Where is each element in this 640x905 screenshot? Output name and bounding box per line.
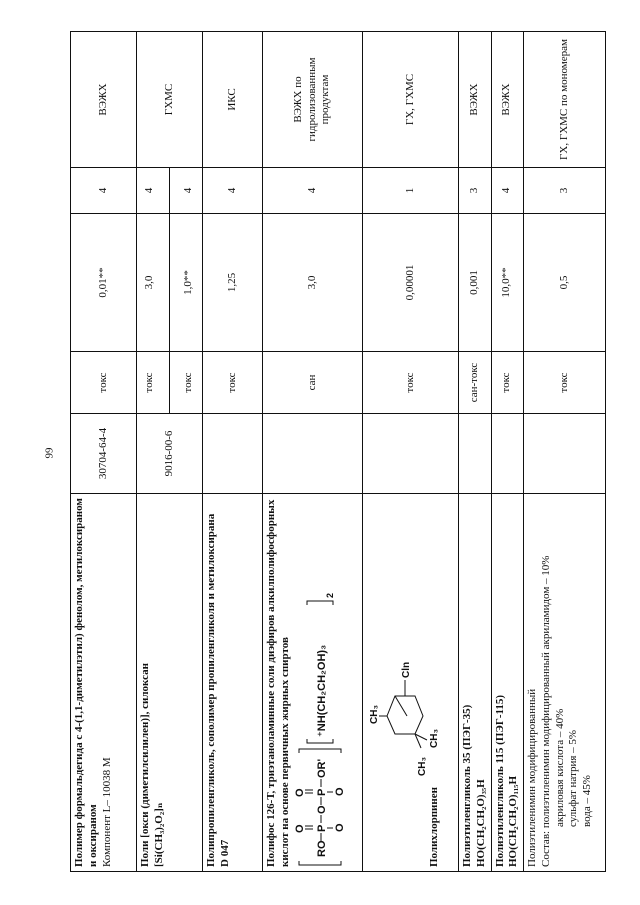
limit-value: 3,0 [143,275,156,290]
cas-number [524,414,606,494]
structure-label: ⁺NH(CH₂CH₂OH)₃ [315,644,328,737]
substance-name-cell [71,494,137,872]
hazard-indicator: сан [263,352,363,414]
analysis-method: ИКС [203,32,263,168]
limit-value: 0,00001 [363,214,459,352]
analysis-method: ГХ, ГХМС [363,32,459,168]
cas-number [491,414,524,494]
substance-name-cell [263,494,363,872]
substance-name-cell [459,494,492,872]
hazard-class: 4 [203,168,263,214]
chemical-formula: [Si(CH₃)₂O₂]ₙ [152,802,165,867]
limit-value: 3,0 [263,214,363,352]
table-row [71,32,137,872]
substance-name: Полиэтиленгликоль 35 (ПЭГ-35) [461,704,473,867]
polychloropinene-structure-diagram [365,584,440,784]
structure-label: Cln [401,662,412,679]
limit-value: 0,01** [71,214,137,352]
substance-name: Полиэтиленимин модифицированный [526,688,538,867]
table-row [263,32,363,872]
cas-number [363,414,459,494]
analysis-method: ВЭЖХ [459,32,492,168]
chemical-formula: HO(CH₂CH₂O)₁₁₅H [507,775,520,867]
hazard-indicator: токс [182,372,195,393]
substances-table [70,31,606,872]
substance-name: Полипропиленгликоль, сополимер пропиленгликоля и метилоксирана [205,513,217,867]
composition-item: вода – 45% [581,775,593,827]
substance-name-cell [491,494,524,872]
table-row [203,32,263,872]
substance-name: Полимер формальдегида с 4-(1,1-диметилэтил) фенолом, метилоксираном и оксираном [73,498,99,867]
table-row [137,32,203,872]
analysis-method: ВЭЖХ по гидролизованным продуктам [263,32,363,168]
structure-label: O [333,787,346,796]
analysis-method: ГХМС [137,32,203,168]
cas-number: 30704-64-4 [71,414,137,494]
page-number: 99 [43,447,56,459]
component-label: Компонент L– 10038 М [100,757,113,867]
substance-name: Полифос 126-Т, триэтаноламинные соли диэфиров алкилполифосфорных кислот на основе первичных жирных спиртов [265,499,291,867]
chemical-formula: HO(CH₂CH₂O)₃₅H [474,779,487,867]
table-row [459,32,492,872]
hazard-class: 3 [524,168,606,214]
limit-value: 0,5 [524,214,606,352]
limit-value: 1,0** [182,270,195,295]
limit-value: 0,001 [459,214,492,352]
cas-number [203,414,263,494]
table-row [363,32,459,872]
hazard-class-cell [137,168,203,214]
limit-value: 1,25 [203,214,263,352]
structure-label: CH₃ [417,757,428,777]
hazard-indicator: сан-токс [459,352,492,414]
hazard-indicator: токс [203,352,263,414]
analysis-method: ВЭЖХ [491,32,524,168]
hazard-indicator: токс [363,352,459,414]
structure-label: OR' [315,758,328,778]
substance-name-cell [363,494,459,872]
hazard-indicator: токс [491,352,524,414]
structure-label: P [315,824,328,832]
analysis-method: ВЭЖХ [71,32,137,168]
substance-name: Полиэтиленгликоль 115 (ПЭГ-115) [493,694,506,867]
cas-number: 9016-00-6 [137,414,203,494]
substance-name-cell [524,494,606,872]
structure-label: CH₃ [369,705,380,725]
cas-number [263,414,363,494]
hazard-class: 4 [143,187,156,194]
hazard-class: 3 [459,168,492,214]
structure-label: O [293,824,306,833]
analysis-method: ГХ, ГХМС по мономерам [524,32,606,168]
hazard-indicator: токс [143,372,156,393]
structure-label: RO [315,840,328,857]
table-row [491,32,524,872]
composition-item: сульфат натрия – 5% [567,729,580,827]
structure-label: 2 [324,592,335,598]
cas-number [459,414,492,494]
substance-name-cell [203,494,263,872]
structure-label: O [293,788,306,797]
hazard-indicator: токс [71,352,137,414]
structure-label: O [315,805,328,814]
limit-value-cell [137,214,203,352]
rotated-table-container [70,32,593,872]
substance-name: Полихлорпинен [428,787,440,867]
substance-name: Поли [окси (диметилсилилен)], силоксан [139,663,151,867]
structure-label: P [315,788,328,796]
component-label: D 047 [218,839,231,867]
table-row [524,32,606,872]
structure-label: O [333,823,346,832]
hazard-indicator-cell [137,352,203,414]
hazard-class: 4 [71,168,137,214]
hazard-class: 4 [182,187,195,194]
hazard-class: 4 [491,168,524,214]
hazard-indicator: токс [524,352,606,414]
phosphate-structure-diagram [293,527,345,867]
structure-label: CH₃ [429,729,440,749]
limit-value: 10,0** [491,214,524,352]
substance-name-cell [137,494,203,872]
composition-label: Состав: полиэтиленимин модифицированный акриламидом – 10% [539,555,552,867]
composition-item: акриловая кислота – 40% [553,708,566,827]
hazard-class: 1 [363,168,459,214]
hazard-class: 4 [263,168,363,214]
